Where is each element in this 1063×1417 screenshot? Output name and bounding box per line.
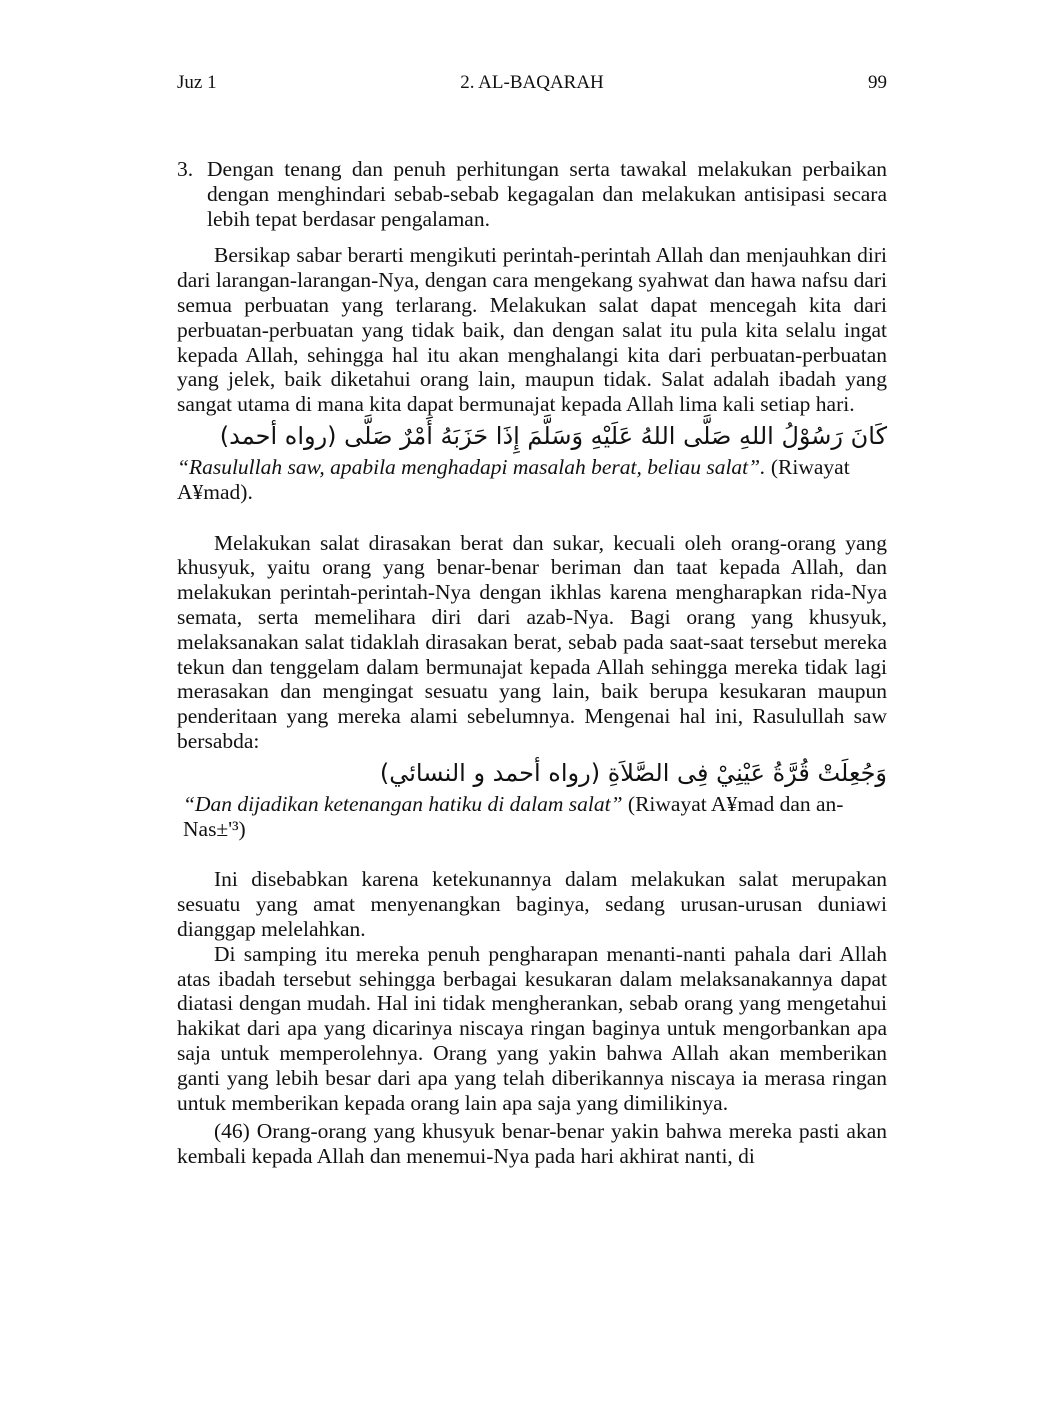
paragraph-khusyuk: Melakukan salat dirasakan berat dan sukar, kecuali oleh orang-orang yang khusyuk, yaitu orang yang benar-benar beriman dan taat kepada Allah, dan melakukan perintah-perintah-Nya dengan ikhlas karena mengharapkan rida-Nya semata, serta memelihara diri dari azab-Nya. Bagi orang yang khusyuk, melaksanakan salat tidaklah dirasakan berat, sebab pada saat-saat tersebut mereka tekun dan tenggelam dalam bermunajat kepada Allah sehingga mereka tidak lagi merasakan dan mengingat sesuatu yang lain, baik berupa kesukaran maupun penderitaan yang mereka alami sebelumnya. Mengenai hal ini, Rasulullah saw bersabda: [177, 530, 887, 753]
paragraph-ayat-46: (46) Orang-orang yang khusyuk benar-benar yakin bahwa mereka pasti akan kembali kepada Allah dan menemui-Nya pada hari akhirat nanti, di [177, 1119, 887, 1169]
page-body [177, 157, 887, 1169]
paragraph-sabar: Bersikap sabar berarti mengikuti perintah-perintah Allah dan menjauhkan diri dari larangan-larangan-Nya, dengan cara mengekang syahwat dan hawa nafsu dari semua perbuatan yang terlarang. Melakukan salat dapat mencegah kita dari perbuatan-perbuatan yang tidak baik, dan dengan salat itu pula kita selalu ingat kepada Allah, sehingga hal itu akan menghalangi kita dari perbuatan-perbuatan yang jelek, baik diketahui orang lain, maupun tidak. Salat adalah ibadah yang sangat utama di mana kita dapat bermunajat kepada Allah lima kali setiap hari. [177, 243, 887, 417]
list-item-number: 3. [177, 157, 194, 181]
paragraph-pengharapan: Di samping itu mereka penuh pengharapan menanti-nanti pahala dari Allah atas ibadah tersebut sehingga berbagai kesukaran dalam melaksanakannya dapat diatasi dengan mudah. Hal ini tidak mengherankan, sebab orang yang mengetahui hakikat dari apa yang dicarinya niscaya ringan baginya untuk mengorbankan apa saja untuk memperolehnya. Orang yang yakin bahwa Allah akan memberikan ganti yang lebih besar dari apa yang telah diberikannya niscaya ia merasa ringan untuk memberikan kepada orang lain apa saja yang dimilikinya. [177, 941, 887, 1115]
page-header [177, 72, 887, 98]
page-number: 99 [868, 72, 887, 93]
hadith-translation-2-quote: “Dan dijadikan ketenangan hatiku di dalam salat” [183, 791, 623, 816]
hadith-translation-1 [177, 455, 887, 505]
hadith-translation-2-source: (Riwayat A¥mad dan an-Nas±'³) [183, 791, 844, 841]
hadith-arabic-2: وَجُعِلَتْ قُرَّةُ عَيْنِيْ فِى الصَّلاَةِ (رواه أحمد و النسائي) [379, 758, 887, 787]
paragraph-ketekunan: Ini disebabkan karena ketekunannya dalam melakukan salat merupakan sesuatu yang amat menyenangkan baginya, sedang urusan-urusan duniawi dianggap melelahkan. [177, 867, 887, 941]
list-item-3 [177, 157, 887, 231]
surah-title: 2. AL-BAQARAH [460, 72, 604, 93]
hadith-translation-2 [177, 792, 887, 842]
hadith-arabic-1: كَانَ رَسُوْلُ اللهِ صَلَّى اللهُ عَلَيْهِ وَسَلَّمَ إِذَا حَزَبَهُ أَمْرٌ صَلَّى (رواه أحمد) [219, 421, 887, 450]
hadith-translation-1-quote: “Rasulullah saw, apabila menghadapi masalah berat, beliau salat”. [177, 454, 766, 479]
list-item-text: Dengan tenang dan penuh perhitungan serta tawakal melakukan perbaikan dengan menghindari sebab-sebab kegagalan dan melakukan antisipasi secara lebih tepat berdasar pengalaman. [207, 157, 887, 231]
hadith-translation-1-source: (Riwayat A¥mad). [177, 454, 850, 504]
juz-label: Juz 1 [177, 72, 217, 93]
